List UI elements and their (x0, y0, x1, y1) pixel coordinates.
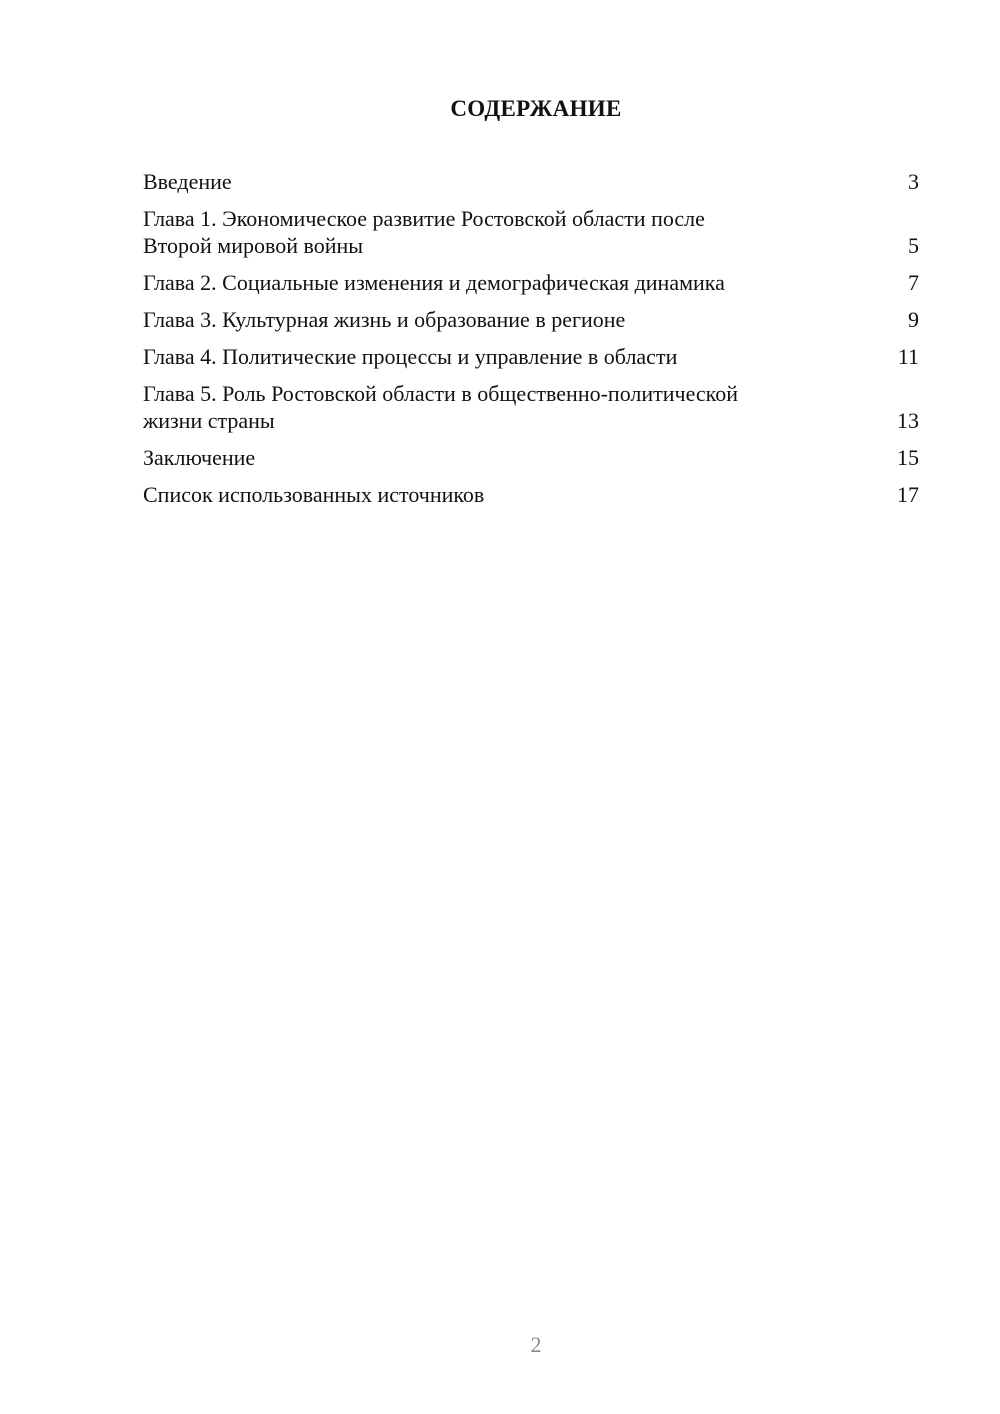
toc-entry-chapter-4 (143, 343, 919, 370)
table-of-contents (143, 168, 919, 518)
toc-entry-title: Введение (143, 169, 232, 194)
toc-entry-page: 5 (908, 233, 919, 258)
toc-entry-introduction (143, 168, 919, 195)
toc-entry-chapter-1 (143, 205, 919, 259)
toc-entry-title: Глава 5. Роль Ростовской области в общественно-политической жизни страны (143, 381, 739, 433)
toc-entry-title: Глава 2. Социальные изменения и демографическая динамика (143, 270, 725, 295)
toc-entry-page: 3 (908, 169, 919, 194)
toc-entry-chapter-5 (143, 380, 919, 434)
toc-entry-title: Глава 3. Культурная жизнь и образование в регионе (143, 307, 626, 332)
toc-entry-page: 9 (908, 307, 919, 332)
toc-entry-title: Глава 1. Экономическое развитие Ростовской области после Второй мировой войны (143, 206, 705, 258)
toc-entry-page: 11 (897, 344, 919, 369)
toc-entry-page: 15 (897, 445, 919, 470)
toc-entry-chapter-3 (143, 306, 919, 333)
toc-entry-title: Глава 4. Политические процессы и управление в области (143, 344, 678, 369)
toc-entry-title: Список использованных источников (143, 482, 485, 507)
toc-entry-conclusion (143, 444, 919, 471)
toc-entry-page: 17 (897, 482, 919, 507)
toc-entry-page: 7 (908, 270, 919, 295)
toc-entry-title: Заключение (143, 445, 256, 470)
page-number: 2 (530, 1332, 542, 1357)
toc-entry-page: 13 (897, 408, 919, 433)
toc-entry-references (143, 481, 919, 508)
page-title: СОДЕРЖАНИЕ (450, 96, 622, 121)
toc-entry-chapter-2 (143, 269, 919, 296)
